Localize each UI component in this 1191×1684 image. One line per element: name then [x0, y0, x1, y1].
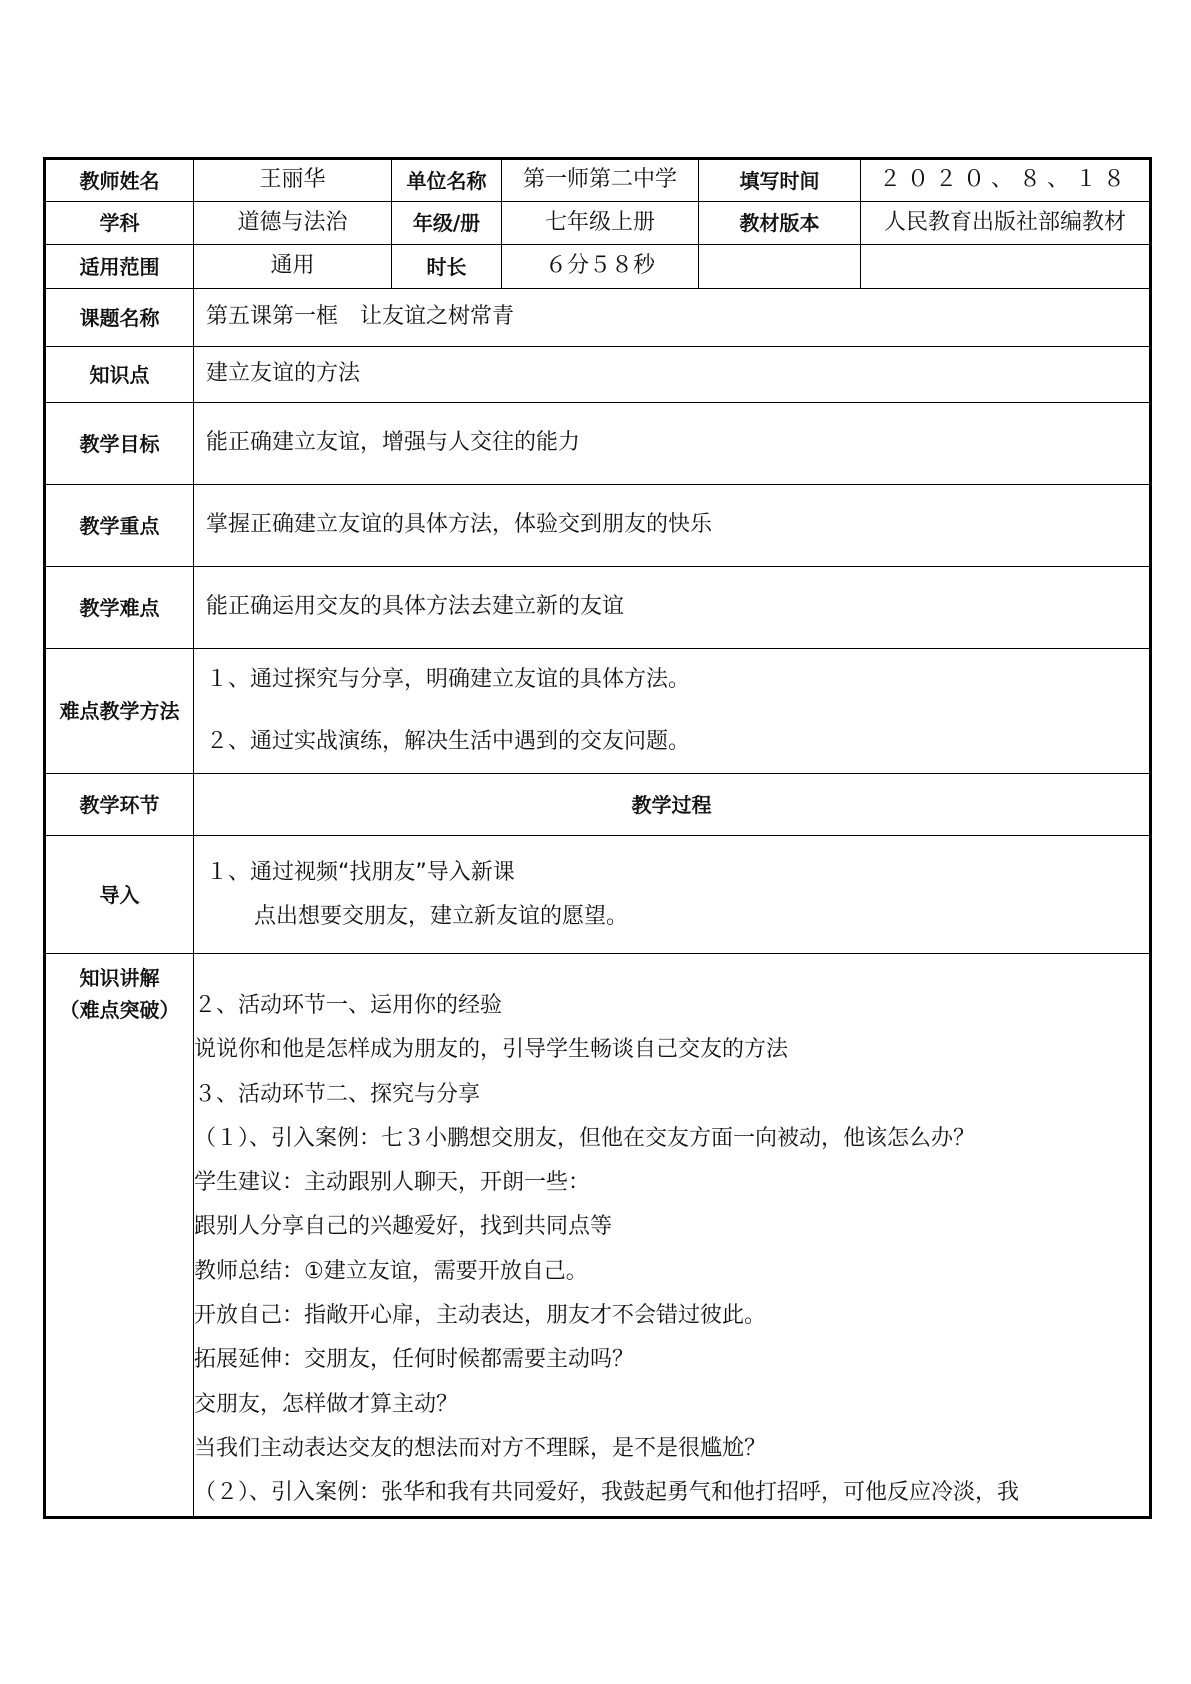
intro-line-1: １、通过视频“找朋友”导入新课 [206, 859, 515, 885]
explain-line-3: ３、活动环节二、探究与分享 [194, 1081, 481, 1107]
goal-label: 教学目标 [45, 403, 194, 485]
focus-value: 掌握正确建立友谊的具体方法，体验交到朋友的快乐 [194, 485, 1151, 567]
explain-line-6: 跟别人分享自己的兴趣爱好，找到共同点等 [194, 1214, 613, 1240]
knowledge-row [45, 347, 1151, 403]
filled-date-value: ２０２０、８、１８ [861, 159, 1151, 202]
explain-line-1: ２、活动环节一、运用你的经验 [194, 993, 503, 1018]
grade-label: 年级/册 [392, 202, 502, 245]
explain-line-9: 拓展延伸：交朋友，任何时候都需要主动吗？ [194, 1347, 635, 1373]
edition-value: 人民教育出版社部编教材 [861, 202, 1151, 245]
subject-value: 道德与法治 [194, 202, 392, 245]
explain-row [45, 954, 1151, 1518]
intro-label: 导入 [45, 836, 194, 954]
method-line-1: １、通过探究与分享，明确建立友谊的具体方法。 [206, 667, 691, 692]
intro-line-2: 点出想要交朋友，建立新友谊的愿望。 [254, 903, 629, 929]
explain-label-line-1: 知识讲解 [79, 966, 160, 990]
duration-value: ６分５８秒 [502, 245, 699, 289]
topic-label: 课题名称 [45, 289, 194, 347]
explain-line-7: 教师总结：①建立友谊，需要开放自己。 [194, 1258, 588, 1284]
empty-cell-a [699, 245, 861, 289]
focus-row [45, 485, 1151, 567]
process-header-row [45, 774, 1151, 836]
filled-label: 填写时间 [699, 159, 861, 202]
topic-value: 第五课第一框 让友谊之树常青 [194, 289, 1151, 347]
knowledge-value: 建立友谊的方法 [194, 347, 1151, 403]
explain-line-12: （２）、引入案例：张华和我有共同爱好，我鼓起勇气和他打招呼，可他反应冷淡，我 [194, 1480, 1020, 1506]
explain-line-2: 说说你和他是怎样成为朋友的，引导学生畅谈自己交友的方法 [194, 1037, 789, 1063]
difficulty-row [45, 567, 1151, 649]
teacher-value: 王丽华 [194, 159, 392, 202]
scope-label: 适用范围 [45, 245, 194, 289]
method-label: 难点教学方法 [45, 649, 194, 774]
explain-label [45, 954, 194, 1518]
knowledge-label: 知识点 [45, 347, 194, 403]
lesson-plan-table [43, 157, 1152, 1519]
explain-content [194, 954, 1151, 1518]
goal-row [45, 403, 1151, 485]
unit-value: 第一师第二中学 [502, 159, 699, 202]
goal-value: 能正确建立友谊，增强与人交往的能力 [194, 403, 1151, 485]
unit-label: 单位名称 [392, 159, 502, 202]
topic-row [45, 289, 1151, 347]
method-row [45, 649, 1151, 774]
explain-label-line-2: （难点突破） [59, 998, 180, 1022]
header-row-3 [45, 245, 1151, 289]
process-heading: 教学过程 [194, 774, 1151, 836]
method-line-2: ２、通过实战演练，解决生活中遇到的交友问题。 [206, 729, 691, 754]
focus-label: 教学重点 [45, 485, 194, 567]
lesson-plan-sheet [43, 157, 1149, 1519]
difficulty-label: 教学难点 [45, 567, 194, 649]
intro-row [45, 836, 1151, 954]
intro-value [194, 836, 1151, 954]
grade-value: 七年级上册 [502, 202, 699, 245]
teacher-label: 教师姓名 [45, 159, 194, 202]
explain-line-10: 交朋友，怎样做才算主动？ [194, 1391, 459, 1417]
explain-line-5: 学生建议：主动跟别人聊天，开朗一些： [194, 1170, 591, 1196]
process-stage-label: 教学环节 [45, 774, 194, 836]
empty-cell-b [861, 245, 1151, 289]
explain-line-11: 当我们主动表达交友的想法而对方不理睬，是不是很尴尬？ [194, 1435, 767, 1461]
method-value [194, 649, 1151, 774]
duration-label: 时长 [392, 245, 502, 289]
scope-value: 通用 [194, 245, 392, 289]
header-row-1 [45, 159, 1151, 202]
header-row-2 [45, 202, 1151, 245]
edition-label: 教材版本 [699, 202, 861, 245]
explain-line-8: 开放自己：指敞开心扉，主动表达，朋友才不会错过彼此。 [194, 1303, 767, 1329]
difficulty-value: 能正确运用交友的具体方法去建立新的友谊 [194, 567, 1151, 649]
subject-label: 学科 [45, 202, 194, 245]
explain-line-4: （１）、引入案例：七３小鹏想交朋友，但他在交友方面一向被动，他该怎么办？ [194, 1125, 976, 1151]
